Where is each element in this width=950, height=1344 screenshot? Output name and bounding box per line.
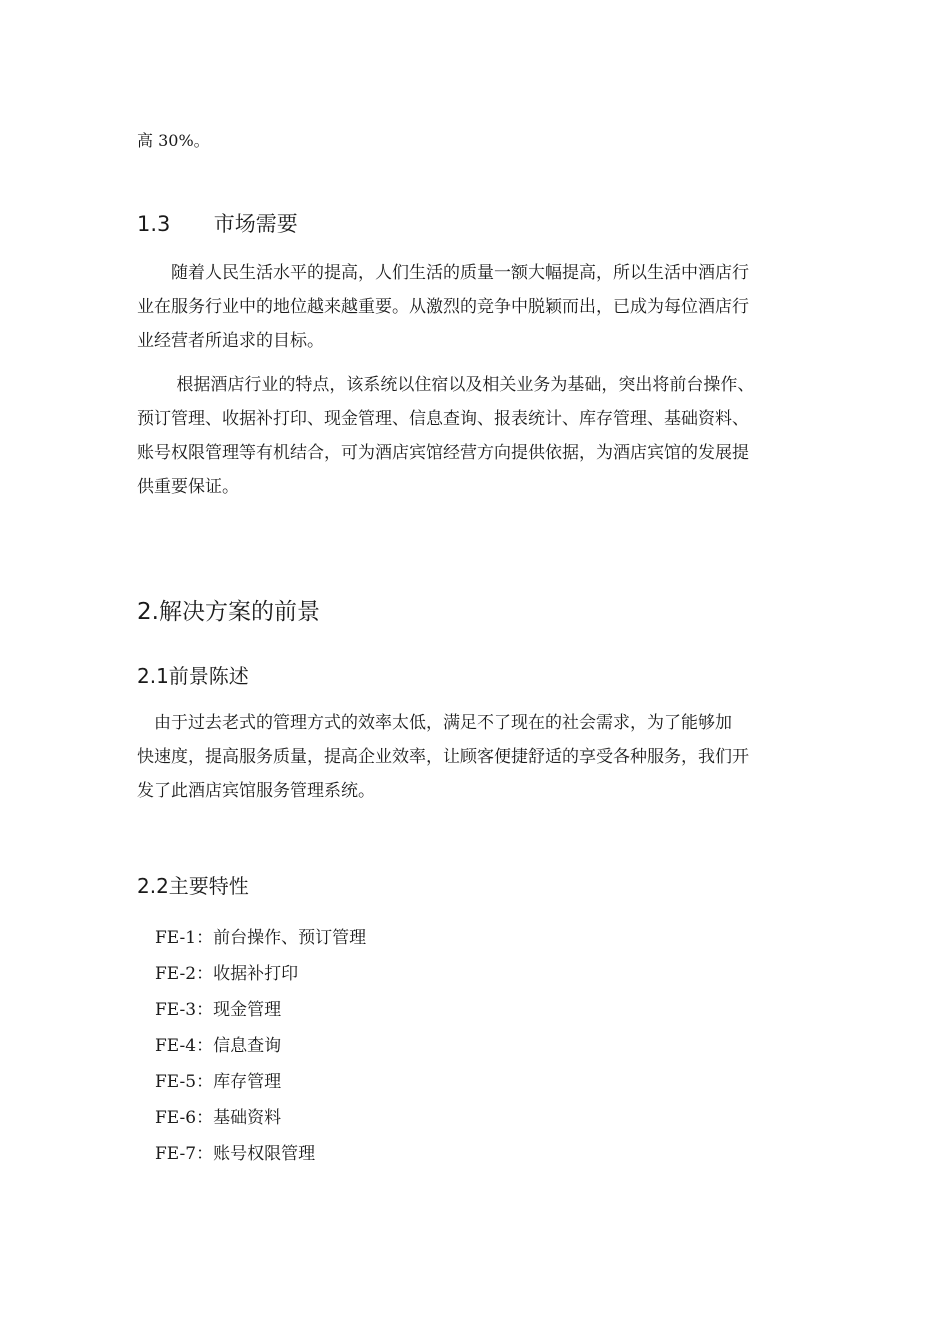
section-2-1-paragraph (137, 706, 749, 808)
list-item: FE-7：账号权限管理 (155, 1144, 316, 1164)
paragraph-line: 快速度，提高服务质量，提高企业效率，让顾客便捷舒适的享受各种服务，我们开 (137, 747, 749, 767)
section-2-heading: 2.解决方案的前景 (137, 599, 320, 625)
feature-list (155, 920, 366, 1172)
section-1-3-paragraph-2 (137, 368, 754, 504)
section-1-3-title: 市场需要 (213, 212, 298, 236)
paragraph-line: 由于过去老式的管理方式的效率太低，满足不了现在的社会需求，为了能够加 (137, 713, 732, 733)
paragraph-line: 预订管理、收据补打印、现金管理、信息查询、报表统计、库存管理、基础资料、 (137, 409, 749, 429)
section-2-1-heading: 2.1前景陈述 (137, 664, 249, 688)
list-item: FE-5：库存管理 (155, 1072, 282, 1092)
paragraph-line: 随着人民生活水平的提高，人们生活的质量一额大幅提高，所以生活中酒店行 (137, 263, 749, 283)
section-1-3-heading (137, 208, 298, 238)
paragraph-line: 账号权限管理等有机结合，可为酒店宾馆经营方向提供依据，为酒店宾馆的发展提 (137, 443, 749, 463)
paragraph-line: 根据酒店行业的特点，该系统以住宿以及相关业务为基础，突出将前台操作、 (137, 375, 755, 395)
section-1-3-number: 1.3 (137, 212, 171, 236)
list-item: FE-6：基础资料 (155, 1108, 282, 1128)
section-2-2-heading: 2.2主要特性 (137, 874, 249, 898)
section-1-3-paragraph-1 (137, 256, 749, 358)
list-item: FE-1：前台操作、预订管理 (155, 928, 367, 948)
paragraph-line: 供重要保证。 (137, 477, 239, 497)
list-item: FE-3：现金管理 (155, 1000, 282, 1020)
paragraph-line: 发了此酒店宾馆服务管理系统。 (137, 781, 375, 801)
paragraph-line: 业经营者所追求的目标。 (137, 331, 324, 351)
paragraph-line: 业在服务行业中的地位越来越重要。从激烈的竞争中脱颖而出，已成为每位酒店行 (137, 297, 749, 317)
intro-fragment: 高 30%。 (137, 131, 210, 150)
list-item: FE-2：收据补打印 (155, 964, 299, 984)
list-item: FE-4：信息查询 (155, 1036, 282, 1056)
